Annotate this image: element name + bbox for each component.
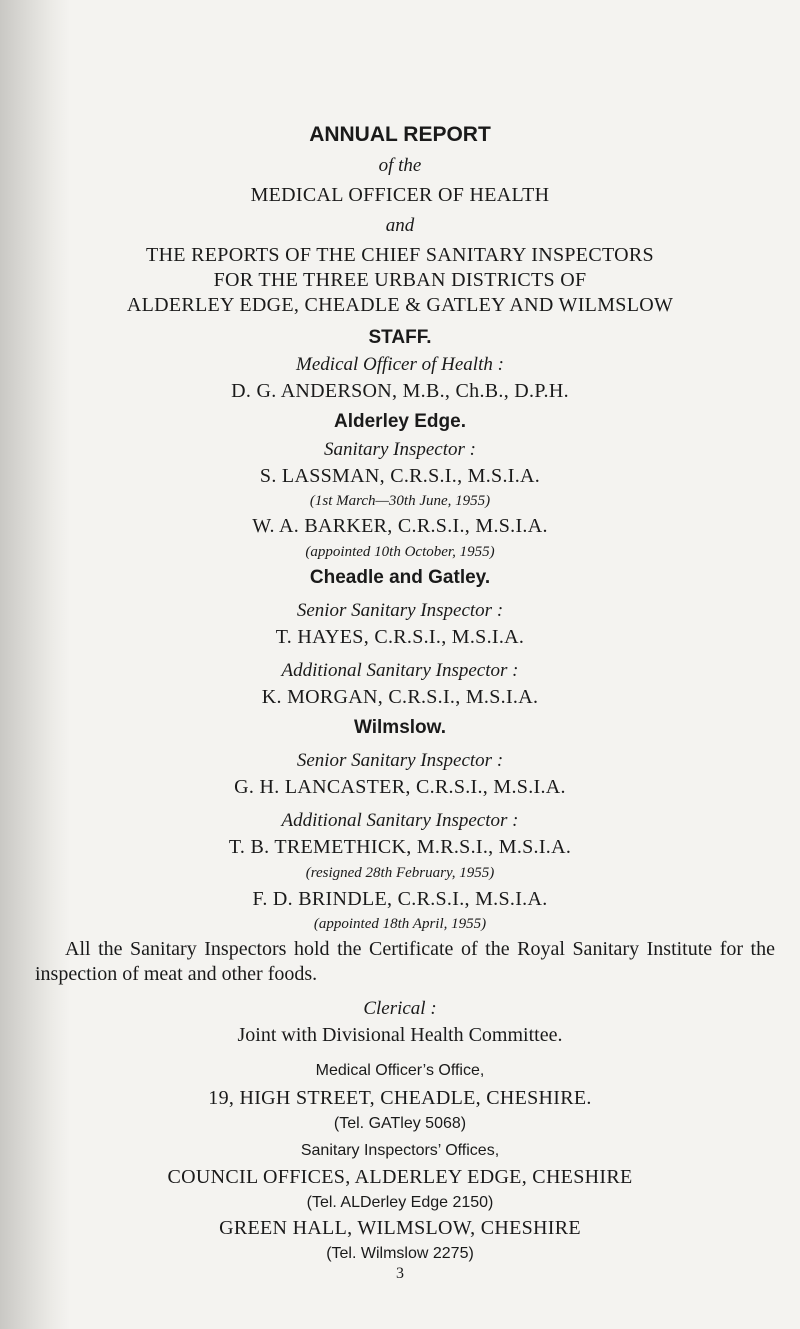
report-title: ANNUAL REPORT — [309, 123, 491, 146]
clerical-text: Joint with Divisional Health Committee. — [237, 1024, 563, 1046]
wilmslow-senior-role: Senior Sanitary Inspector : — [296, 750, 504, 771]
certificate-paragraph — [35, 937, 775, 987]
alderley-person-barker: W. A. BARKER, C.R.S.I., M.S.I.A. — [252, 515, 548, 537]
title-medical-officer: MEDICAL OFFICER OF HEALTH — [250, 184, 550, 206]
alderley-barker-note: (appointed 10th October, 1955) — [305, 544, 495, 560]
title-three-districts: FOR THE THREE URBAN DISTRICTS OF — [213, 269, 587, 291]
si-office-wilmslow-tel: (Tel. Wilmslow 2275) — [326, 1245, 474, 1262]
cheadle-senior-name: T. HAYES, C.R.S.I., M.S.I.A. — [275, 626, 525, 648]
moh-office-label: Medical Officer’s Office, — [315, 1062, 485, 1079]
si-office-wilmslow-address: GREEN HALL, WILMSLOW, CHESHIRE — [219, 1217, 581, 1239]
moh-role: Medical Officer of Health : — [296, 354, 504, 375]
alderley-person-lassman: S. LASSMAN, C.R.S.I., M.S.I.A. — [259, 465, 541, 487]
moh-office-tel: (Tel. GATley 5068) — [333, 1115, 467, 1132]
cheadle-additional-name: K. MORGAN, C.R.S.I., M.S.I.A. — [261, 686, 539, 708]
wilmslow-additional-role: Additional Sanitary Inspector : — [281, 810, 519, 831]
certificate-text: All the Sanitary Inspectors hold the Certificate of the Royal Sanitary Institute for the inspection of meat and other foods. — [35, 938, 775, 985]
title-of-the: of the — [378, 155, 422, 176]
cheadle-additional-role: Additional Sanitary Inspector : — [281, 660, 519, 681]
si-offices-label: Sanitary Inspectors’ Offices, — [300, 1142, 500, 1159]
clerical-role: Clerical : — [363, 998, 437, 1019]
alderley-edge-heading: Alderley Edge. — [334, 411, 466, 432]
cheadle-senior-role: Senior Sanitary Inspector : — [296, 600, 504, 621]
staff-heading: STAFF. — [368, 327, 432, 348]
wilmslow-senior-name: G. H. LANCASTER, C.R.S.I., M.S.I.A. — [234, 776, 566, 798]
page-number: 3 — [396, 1265, 404, 1282]
si-office-alderley-address: COUNCIL OFFICES, ALDERLEY EDGE, CHESHIRE — [167, 1166, 633, 1188]
moh-name: D. G. ANDERSON, M.B., Ch.B., D.P.H. — [231, 380, 569, 402]
moh-office-address: 19, HIGH STREET, CHEADLE, CHESHIRE. — [208, 1087, 592, 1109]
si-office-alderley-tel: (Tel. ALDerley Edge 2150) — [306, 1194, 494, 1211]
wilmslow-person-brindle: F. D. BRINDLE, C.R.S.I., M.S.I.A. — [252, 888, 548, 910]
alderley-role: Sanitary Inspector : — [324, 439, 476, 460]
title-district-names: ALDERLEY EDGE, CHEADLE & GATLEY AND WILMSLOW — [126, 294, 674, 316]
wilmslow-heading: Wilmslow. — [353, 717, 447, 738]
title-and: and — [385, 215, 415, 236]
wilmslow-brindle-note: (appointed 18th April, 1955) — [313, 916, 487, 932]
wilmslow-person-tremethick: T. B. TREMETHICK, M.R.S.I., M.S.I.A. — [228, 836, 572, 858]
title-chief-inspectors: THE REPORTS OF THE CHIEF SANITARY INSPECTORS — [146, 244, 654, 266]
alderley-lassman-note: (1st March—30th June, 1955) — [309, 493, 491, 509]
wilmslow-tremethick-note: (resigned 28th February, 1955) — [305, 865, 495, 881]
cheadle-gatley-heading: Cheadle and Gatley. — [309, 567, 491, 588]
